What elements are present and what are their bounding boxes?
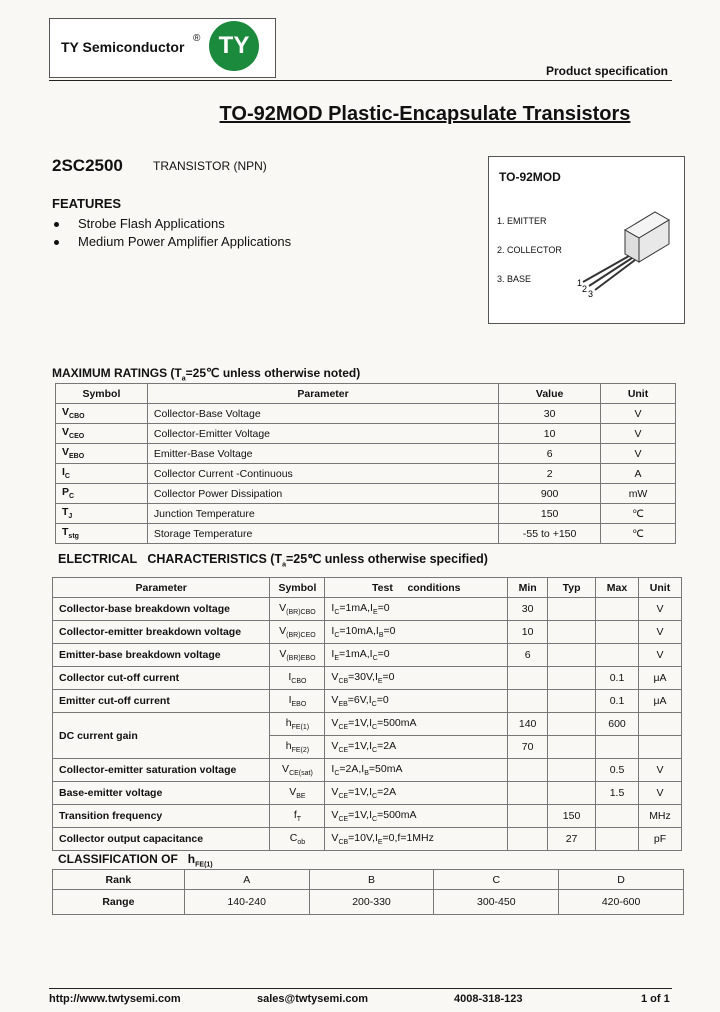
parameter-cell: Base-emitter voltage <box>53 782 270 805</box>
unit-cell <box>638 713 681 736</box>
symbol-cell: $P_C$ <box>56 484 148 504</box>
classification-table <box>52 869 684 915</box>
product-specification-label: Product specification <box>545 64 668 78</box>
unit-cell: pF <box>638 828 681 851</box>
parameter-cell: Collector cut-off current <box>53 667 270 690</box>
features-list <box>52 216 291 252</box>
min-cell <box>508 805 548 828</box>
pin-label: 1. EMITTER <box>497 216 547 226</box>
min-cell <box>508 690 548 713</box>
parameter-cell: Emitter-base breakdown voltage <box>53 644 270 667</box>
typ-cell <box>548 598 596 621</box>
typ-cell <box>548 782 596 805</box>
table-row <box>53 828 682 851</box>
unit-cell: V <box>601 424 676 444</box>
max-cell: 0.5 <box>596 759 639 782</box>
parameter-cell: Emitter-Base Voltage <box>147 444 498 464</box>
typ-cell: 150 <box>548 805 596 828</box>
parameter-cell: DC current gain <box>53 713 270 759</box>
column-header: Symbol <box>270 578 325 598</box>
typ-cell <box>548 713 596 736</box>
value-cell: 150 <box>499 504 601 524</box>
max-cell <box>596 736 639 759</box>
unit-cell: V <box>601 404 676 424</box>
table-row <box>53 621 682 644</box>
symbol-cell: $f_T$ <box>270 805 325 828</box>
table-row <box>56 464 676 484</box>
typ-cell <box>548 759 596 782</box>
footer-phone: 4008-318-123 <box>454 993 523 1005</box>
feature-item: Strobe Flash Applications <box>52 216 291 234</box>
symbol-cell: $V_{(BR)EBO}$ <box>270 644 325 667</box>
column-header: Symbol <box>56 384 148 404</box>
unit-cell: V <box>638 621 681 644</box>
pin-number: 2 <box>582 284 588 294</box>
pin-number: 3 <box>588 289 594 297</box>
electrical-table <box>52 577 682 851</box>
min-cell <box>508 759 548 782</box>
value-cell: 30 <box>499 404 601 424</box>
footer-divider <box>49 988 672 989</box>
table-row <box>56 484 676 504</box>
header-divider <box>49 80 672 81</box>
typ-cell <box>548 667 596 690</box>
parameter-cell: Collector-base breakdown voltage <box>53 598 270 621</box>
electrical-heading: ELECTRICAL CHARACTERISTICS ($T_a=25℃$ unless otherwise specified) <box>58 552 488 569</box>
max-cell <box>596 805 639 828</box>
pin-label: 2. COLLECTOR <box>497 245 562 255</box>
column-header: Unit <box>638 578 681 598</box>
table-row <box>53 759 682 782</box>
unit-cell: V <box>601 444 676 464</box>
unit-cell: MHz <box>638 805 681 828</box>
value-cell: -55 to +150 <box>499 524 601 544</box>
column-header: Unit <box>601 384 676 404</box>
table-row <box>56 524 676 544</box>
min-cell <box>508 828 548 851</box>
value-cell: 2 <box>499 464 601 484</box>
parameter-cell: Collector-emitter breakdown voltage <box>53 621 270 644</box>
range-cell: 140-240 <box>184 890 309 915</box>
min-cell: 140 <box>508 713 548 736</box>
value-cell: 10 <box>499 424 601 444</box>
logo-mark-icon: TY <box>209 21 259 71</box>
condition-cell: $V_{EB}=6V,I_C=0$ <box>325 690 508 713</box>
parameter-cell: Emitter cut-off current <box>53 690 270 713</box>
table-row <box>53 713 682 736</box>
column-header: Min <box>508 578 548 598</box>
parameter-cell: Collector Power Dissipation <box>147 484 498 504</box>
condition-cell: $V_{CB}=10V,I_E=0,f=1MHz$ <box>325 828 508 851</box>
symbol-cell: $h_{FE(2)}$ <box>270 736 325 759</box>
range-cell: 200-330 <box>309 890 434 915</box>
package-title: TO-92MOD <box>499 170 561 184</box>
parameter-cell: Junction Temperature <box>147 504 498 524</box>
parameter-cell: Collector-emitter saturation voltage <box>53 759 270 782</box>
range-cell: 420-600 <box>559 890 684 915</box>
table-row <box>53 782 682 805</box>
min-cell: 6 <box>508 644 548 667</box>
value-cell: 6 <box>499 444 601 464</box>
symbol-cell: $T_{stg}$ <box>56 524 148 544</box>
table-row <box>53 644 682 667</box>
typ-cell: 27 <box>548 828 596 851</box>
range-row <box>53 890 684 915</box>
parameter-cell: Transition frequency <box>53 805 270 828</box>
symbol-cell: $V_{CEO}$ <box>56 424 148 444</box>
table-row <box>53 667 682 690</box>
column-header: Value <box>499 384 601 404</box>
max-cell: 1.5 <box>596 782 639 805</box>
unit-cell: μA <box>638 667 681 690</box>
parameter-cell: Collector Current -Continuous <box>147 464 498 484</box>
condition-cell: $V_{CB}=30V,I_E=0$ <box>325 667 508 690</box>
min-cell: 70 <box>508 736 548 759</box>
rank-cell: D <box>559 870 684 890</box>
column-header: Max <box>596 578 639 598</box>
condition-cell: $V_{CE}=1V,I_C=2A$ <box>325 782 508 805</box>
unit-cell: V <box>638 598 681 621</box>
transistor-package-icon <box>569 182 681 297</box>
page-number: 1 of 1 <box>641 993 670 1005</box>
features-heading: FEATURES <box>52 196 122 211</box>
min-cell <box>508 782 548 805</box>
parameter-cell: Collector output capacitance <box>53 828 270 851</box>
condition-cell: $I_C=10mA,I_B=0$ <box>325 621 508 644</box>
table-row <box>56 444 676 464</box>
symbol-cell: $V_{CE(sat)}$ <box>270 759 325 782</box>
symbol-cell: $I_{EBO}$ <box>270 690 325 713</box>
pin-label: 3. BASE <box>497 274 532 284</box>
symbol-cell: $I_C$ <box>56 464 148 484</box>
feature-item: Medium Power Amplifier Applications <box>52 234 291 252</box>
table-row <box>53 598 682 621</box>
unit-cell: ℃ <box>601 524 676 544</box>
rank-cell: A <box>184 870 309 890</box>
typ-cell <box>548 690 596 713</box>
part-number: 2SC2500 <box>52 156 123 175</box>
condition-cell: $V_{CE}=1V,I_C=2A$ <box>325 736 508 759</box>
max-cell: 600 <box>596 713 639 736</box>
condition-cell: $V_{CE}=1V,I_C=500mA$ <box>325 805 508 828</box>
page-title: TO-92MOD Plastic-Encapsulate Transistors <box>219 103 631 125</box>
unit-cell: V <box>638 782 681 805</box>
unit-cell: V <box>638 644 681 667</box>
table-row <box>53 690 682 713</box>
max-cell <box>596 598 639 621</box>
parameter-cell: Collector-Emitter Voltage <box>147 424 498 444</box>
value-cell: 900 <box>499 484 601 504</box>
package-box <box>488 156 685 324</box>
table-row <box>53 805 682 828</box>
unit-cell: ℃ <box>601 504 676 524</box>
condition-cell: $I_E=1mA,I_C=0$ <box>325 644 508 667</box>
rank-label: Rank <box>53 870 185 890</box>
classification-heading: CLASSIFICATION OF $h_{FE(1)}$ <box>58 852 213 869</box>
column-header: Test conditions <box>325 578 508 598</box>
rank-cell: B <box>309 870 434 890</box>
min-cell <box>508 667 548 690</box>
typ-cell <box>548 736 596 759</box>
logo-text: TY Semiconductor <box>61 39 185 55</box>
min-cell: 30 <box>508 598 548 621</box>
pin-number: 1 <box>577 278 583 288</box>
column-header: Typ <box>548 578 596 598</box>
symbol-cell: $V_{CBO}$ <box>56 404 148 424</box>
typ-cell <box>548 621 596 644</box>
condition-cell: $V_{CE}=1V,I_C=500mA$ <box>325 713 508 736</box>
condition-cell: $I_C=1mA,I_E=0$ <box>325 598 508 621</box>
symbol-cell: $V_{BE}$ <box>270 782 325 805</box>
symbol-cell: $V_{EBO}$ <box>56 444 148 464</box>
symbol-cell: $C_{ob}$ <box>270 828 325 851</box>
max-cell <box>596 644 639 667</box>
symbol-cell: $T_J$ <box>56 504 148 524</box>
unit-cell: V <box>638 759 681 782</box>
max-cell: 0.1 <box>596 690 639 713</box>
column-header: Parameter <box>147 384 498 404</box>
min-cell: 10 <box>508 621 548 644</box>
symbol-cell: $V_{(BR)CBO}$ <box>270 598 325 621</box>
table-row <box>56 504 676 524</box>
rank-cell: C <box>434 870 559 890</box>
max-ratings-table <box>55 383 676 544</box>
symbol-cell: $I_{CBO}$ <box>270 667 325 690</box>
column-header: Parameter <box>53 578 270 598</box>
rank-row <box>53 870 684 890</box>
registered-mark: ® <box>193 33 201 44</box>
part-description: TRANSISTOR (NPN) <box>153 159 267 173</box>
max-cell: 0.1 <box>596 667 639 690</box>
footer-url-link[interactable]: http://www.twtysemi.com <box>49 993 181 1005</box>
symbol-cell: $V_{(BR)CEO}$ <box>270 621 325 644</box>
max-cell <box>596 828 639 851</box>
unit-cell: A <box>601 464 676 484</box>
unit-cell: mW <box>601 484 676 504</box>
condition-cell: $I_C=2A,I_B=50mA$ <box>325 759 508 782</box>
range-label: Range <box>53 890 185 915</box>
table-row <box>56 404 676 424</box>
unit-cell <box>638 736 681 759</box>
table-row <box>56 424 676 444</box>
max-cell <box>596 621 639 644</box>
parameter-cell: Storage Temperature <box>147 524 498 544</box>
symbol-cell: $h_{FE(1)}$ <box>270 713 325 736</box>
typ-cell <box>548 644 596 667</box>
max-ratings-heading: MAXIMUM RATINGS ($T_a=25℃$ unless otherwise noted) <box>52 366 361 383</box>
unit-cell: μA <box>638 690 681 713</box>
range-cell: 300-450 <box>434 890 559 915</box>
footer-email-link[interactable]: sales@twtysemi.com <box>257 993 368 1005</box>
parameter-cell: Collector-Base Voltage <box>147 404 498 424</box>
